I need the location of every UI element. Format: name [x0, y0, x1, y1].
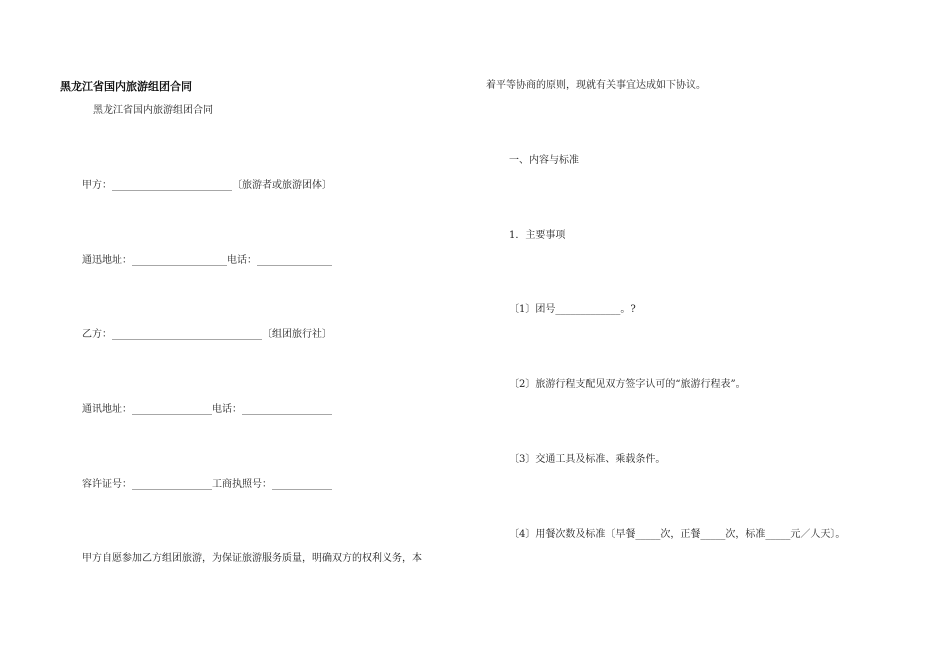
intro-paragraph: 甲方自愿参加乙方组团旅游，为保证旅游服务质量，明确双方的权利义务，本	[82, 553, 422, 564]
document-heading: 黑龙江省国内旅游组团合同	[60, 80, 192, 93]
party-b-address-line: 通讯地址：________________电话：__________________	[82, 404, 332, 415]
intro-continuation: 着平等协商的原则，现就有关事宜达成如下协议。	[486, 80, 706, 91]
party-a-line: 甲方：________________________〔旅游者或旅游团体〕	[82, 180, 332, 191]
sub-item-1: 〔1〕团号_____________。?	[509, 304, 636, 315]
sub-item-3: 〔3〕交通工具及标准、乘载条件。	[509, 454, 666, 465]
sub-item-2: 〔2〕旅游行程支配见双方签字认可的“旅游行程表”。	[509, 379, 746, 390]
item-heading: 1．主要事项	[509, 230, 566, 241]
party-a-address-line: 通迅地址：___________________电话：_______________	[82, 255, 332, 266]
party-b-line: 乙方：______________________________〔组团旅行社〕	[82, 329, 332, 340]
document-subheading: 黑龙江省国内旅游组团合同	[93, 105, 213, 116]
sub-item-4: 〔4〕用餐次数及标准〔早餐_____次，正餐_____次，标准_____元／人天〕。	[509, 529, 846, 540]
section-heading: 一、内容与标准	[509, 155, 579, 166]
license-line: 容许证号：________________工商执照号：____________	[82, 479, 332, 490]
